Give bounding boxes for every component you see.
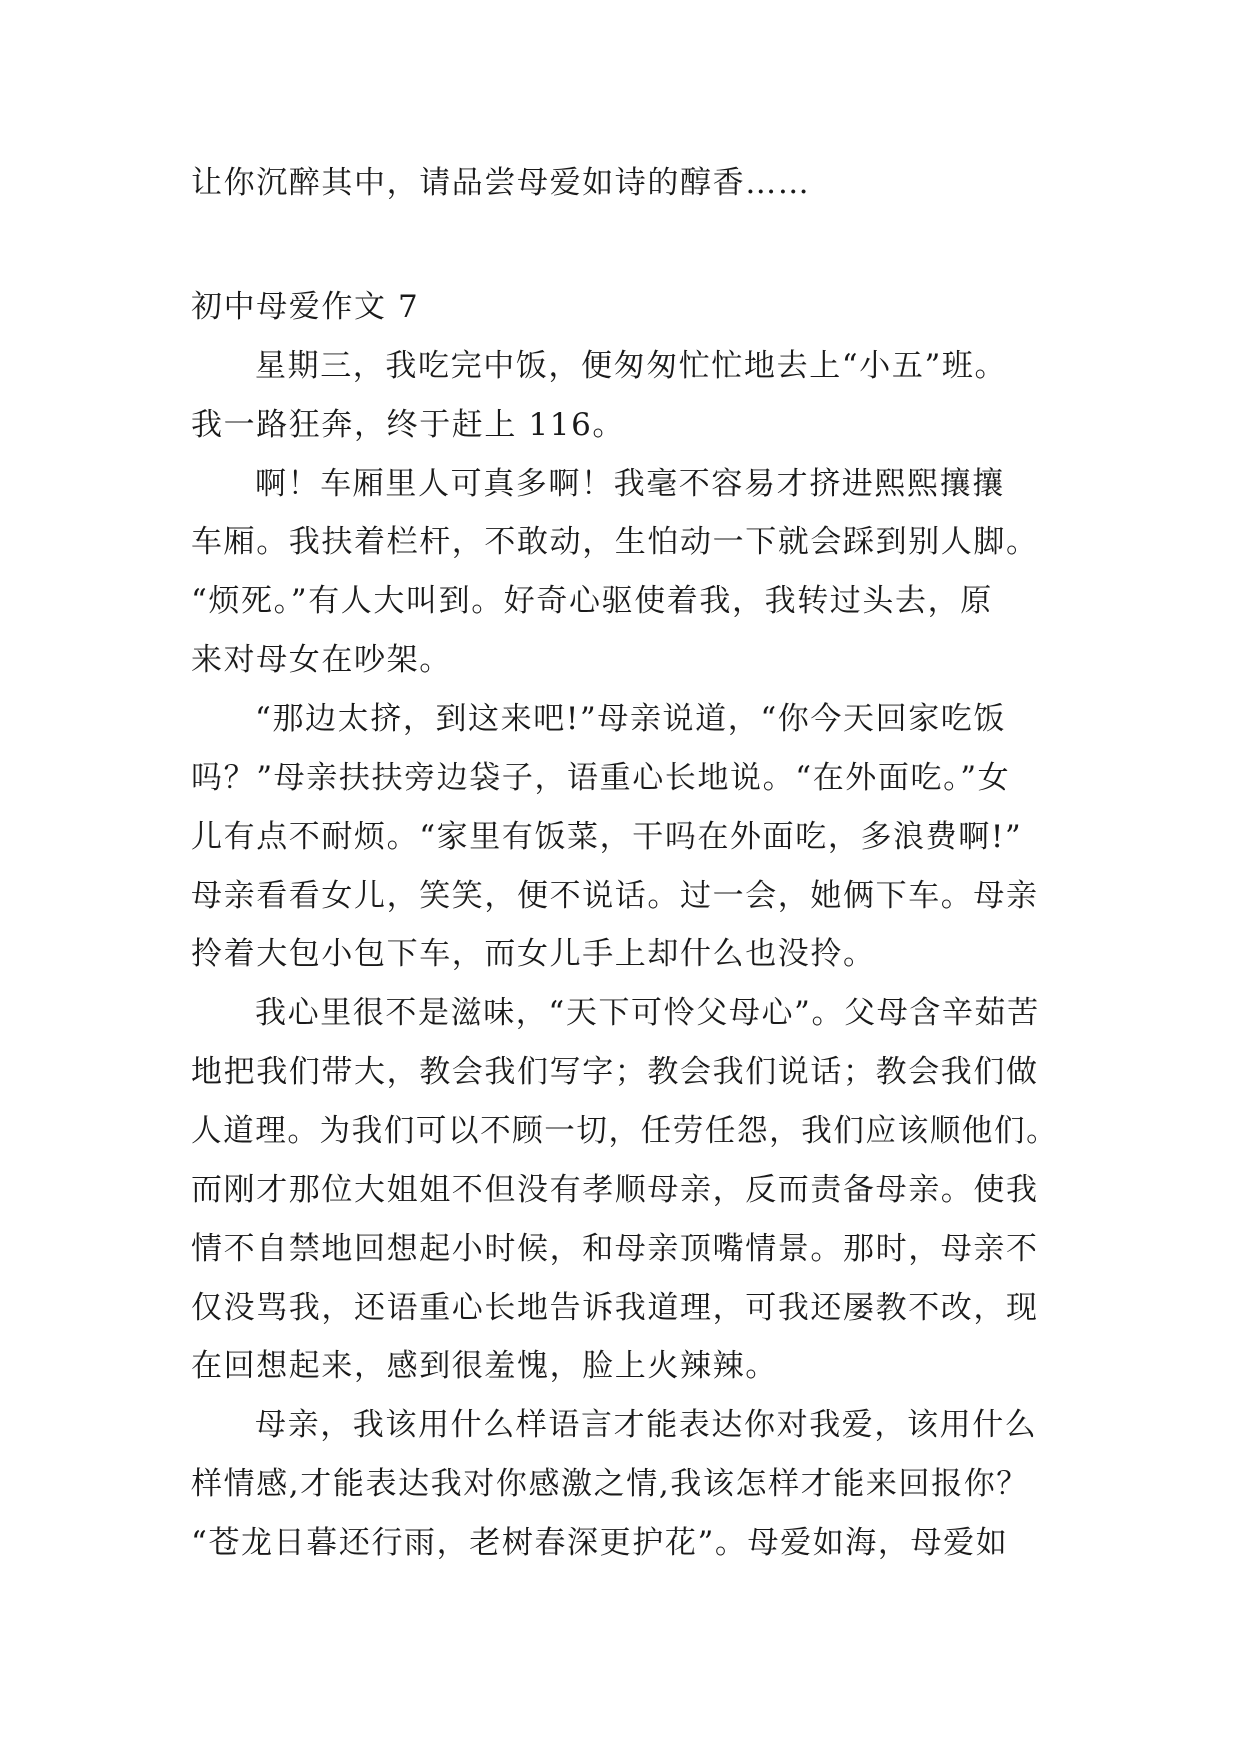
paragraph-line: 我一路狂奔，终于赶上 116。 xyxy=(191,407,626,443)
paragraph-line: 来对母女在吵架。 xyxy=(191,642,452,678)
paragraph-line: “那边太挤，到这来吧!”母亲说道，“你今天回家吃饭 xyxy=(255,701,1006,737)
paragraph-line: 儿有点不耐烦。“家里有饭菜，干吗在外面吃，多浪费啊!” xyxy=(191,819,1023,855)
paragraph-line: 母亲，我该用什么样语言才能表达你对我爱，该用什么 xyxy=(255,1407,1038,1443)
section-heading: 初中母爱作文 7 xyxy=(191,289,420,325)
paragraph-line: 样情感,才能表达我对你感激之情,我该怎样才能来回报你？ xyxy=(191,1466,1029,1502)
paragraph-line: 在回想起来，感到很羞愧，脸上火辣辣。 xyxy=(191,1348,778,1384)
paragraph-line: 情不自禁地回想起小时候，和母亲顶嘴情景。那时，母亲不 xyxy=(191,1231,1039,1267)
paragraph-line: 拎着大包小包下车，而女儿手上却什么也没拎。 xyxy=(191,936,876,972)
paragraph-line: 地把我们带大，教会我们写字；教会我们说话；教会我们做 xyxy=(191,1054,1039,1090)
paragraph-line: 而刚才那位大姐姐不但没有孝顺母亲，反而责备母亲。使我 xyxy=(191,1172,1039,1208)
text-line: 让你沉醉其中，请品尝母爱如诗的醇香…… xyxy=(191,165,811,201)
paragraph-line: 星期三，我吃完中饭，便匆匆忙忙地去上“小五”班。 xyxy=(255,348,1008,384)
paragraph-line: 车厢。我扶着栏杆，不敢动，生怕动一下就会踩到别人脚。 xyxy=(191,524,1039,560)
paragraph-line: 吗？”母亲扶扶旁边袋子，语重心长地说。“在外面吃。”女 xyxy=(191,760,1011,796)
paragraph-line: 我心里很不是滋味，“天下可怜父母心”。父母含辛茹苦 xyxy=(255,995,1040,1031)
paragraph-line: 母亲看看女儿，笑笑，便不说话。过一会，她俩下车。母亲 xyxy=(191,878,1039,914)
paragraph-line: “烦死。”有人大叫到。好奇心驱使着我，我转过头去，原 xyxy=(191,583,993,619)
paragraph-line: 人道理。为我们可以不顾一切，任劳任怨，我们应该顺他们。 xyxy=(191,1113,1059,1149)
paragraph-line: “苍龙日暮还行雨，老树春深更护花”。母爱如海，母爱如 xyxy=(191,1525,1009,1561)
paragraph-line: 仅没骂我，还语重心长地告诉我道理，可我还屡教不改，现 xyxy=(191,1290,1039,1326)
paragraph-line: 啊！车厢里人可真多啊！我毫不容易才挤进熙熙攘攘 xyxy=(255,466,1005,502)
